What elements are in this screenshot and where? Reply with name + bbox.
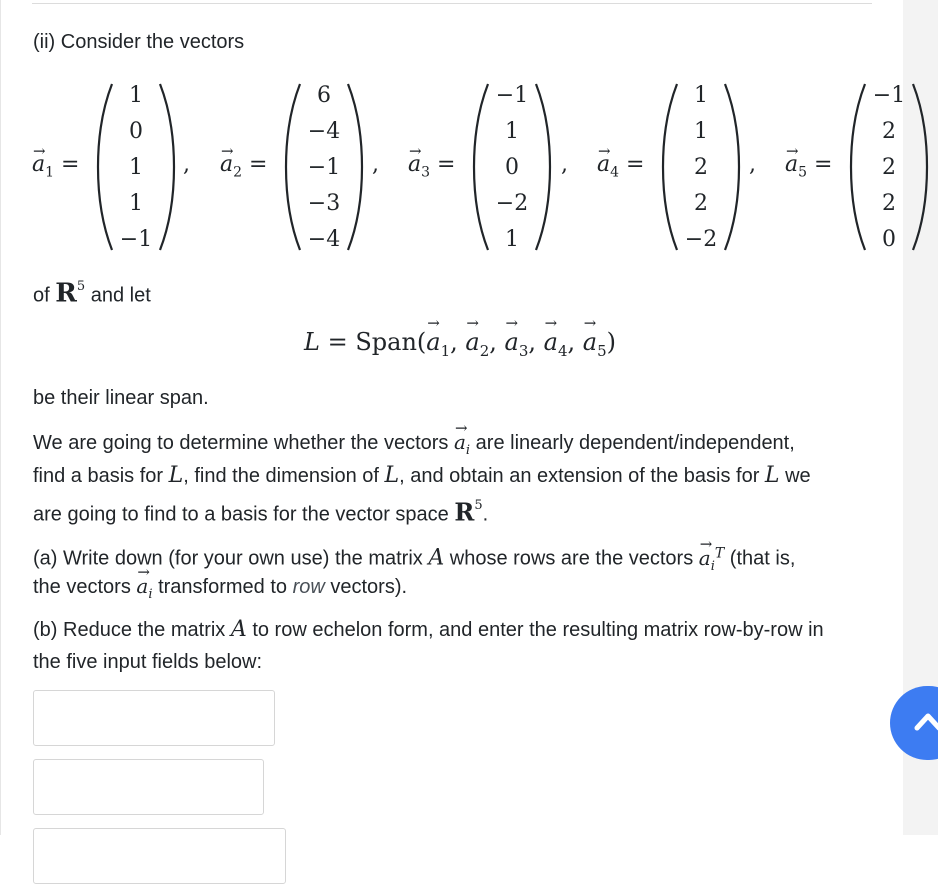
- span-equals: =: [327, 328, 348, 356]
- vector-4-entry-4: 2: [694, 191, 708, 216]
- intro-text: (ii) Consider the vectors: [33, 31, 245, 53]
- goal-line-3: [33, 493, 488, 532]
- vector-label-1: [32, 150, 79, 187]
- vector-label-3: [408, 150, 455, 187]
- vector-2-entry-2: −4: [307, 119, 341, 144]
- vector-3-entry-1: −1: [495, 83, 529, 108]
- vector-4-entry-1: 1: [694, 83, 708, 108]
- part-a-line-2: [33, 570, 407, 611]
- part-b-text-1a: (b) Reduce the matrix: [33, 619, 226, 641]
- goal-text-2a: find a basis for: [33, 465, 164, 487]
- vector-separator-comma: ,: [749, 152, 756, 177]
- top-divider: [32, 3, 872, 4]
- vector-2-entry-3: −1: [307, 155, 341, 180]
- column-vector-2: [282, 80, 366, 254]
- real-space-symbol: R: [454, 497, 475, 527]
- goal-text-1a: We are going to determine whether the vectors: [33, 432, 449, 454]
- vector-symbol: → a: [699, 542, 711, 575]
- vector-separator-comma: ,: [561, 152, 568, 177]
- vector-2-entry-1: 6: [317, 83, 331, 108]
- vector-1-entry-3: 1: [129, 155, 143, 180]
- vector-4-entry-3: 2: [694, 155, 708, 180]
- column-vector-3: [470, 80, 554, 254]
- chevron-up-icon: [914, 710, 938, 732]
- span-argument-4: → $a_4$,: [544, 328, 583, 356]
- vector-3-entry-2: 1: [505, 119, 519, 144]
- transpose-symbol: T: [714, 545, 725, 561]
- span-equation: [304, 328, 616, 360]
- vector-1-entry-2: 0: [129, 119, 143, 144]
- span-argument-3: → $a_3$,: [505, 328, 544, 356]
- vector-name: → a: [408, 150, 421, 180]
- and-let-word: and let: [90, 284, 151, 307]
- column-vector-4: [659, 80, 743, 254]
- goal-line-2: [33, 459, 811, 493]
- goal-text-2c: , and obtain an extension of the basis for: [399, 465, 760, 487]
- vector-separator-comma: ,: [372, 152, 379, 177]
- row-emphasis: row: [292, 576, 325, 598]
- part-a-text-1a: (a) Write down (for your own use) the matrix: [33, 547, 423, 570]
- vector-symbol: → a: [454, 426, 466, 459]
- vector-3-entry-5: 1: [505, 227, 519, 252]
- vector-equals: =: [626, 152, 645, 177]
- part-a-text-2a: the vectors: [33, 576, 131, 598]
- goal-text-3a: are going to find to a basis for the vector space: [33, 503, 449, 526]
- index-i: i: [710, 558, 715, 574]
- vector-symbol: → a: [136, 570, 148, 603]
- of-word: of: [33, 284, 50, 307]
- real-space-symbol: R: [55, 278, 77, 309]
- vector-label-4: [597, 150, 644, 187]
- symbol-A: A: [230, 617, 247, 642]
- vector-subscript: 1: [45, 164, 55, 181]
- scroll-to-top-button[interactable]: [890, 686, 938, 760]
- part-b-line-1: [33, 613, 824, 647]
- part-a-text-1c: (that is,: [729, 547, 796, 570]
- linear-span-text: be their linear span.: [33, 387, 209, 409]
- vector-equals: =: [814, 152, 833, 177]
- vector-5-entry-3: 2: [882, 155, 896, 180]
- goal-text-1b: are linearly dependent/independent,: [475, 432, 795, 454]
- symbol-L: L: [384, 463, 400, 488]
- symbol-L: L: [168, 463, 184, 488]
- vector-2-entry-4: −3: [307, 191, 341, 216]
- dimension-exponent: 5: [474, 498, 483, 513]
- vector-1-entry-5: −1: [119, 227, 153, 252]
- vector-name: → a: [220, 150, 233, 180]
- part-a-text-2c: vectors).: [330, 576, 408, 598]
- part-b-text-1b: to row echelon form, and enter the resulting matrix row-by-row in: [252, 619, 824, 641]
- column-vector-5: [847, 80, 931, 254]
- goal-text-2b: , find the dimension of: [183, 465, 379, 487]
- vector-equals: =: [61, 152, 80, 177]
- span-lhs: L: [304, 328, 320, 356]
- vector-5-entry-1: −1: [872, 83, 906, 108]
- symbol-L: L: [764, 463, 780, 488]
- goal-text-3b: .: [482, 503, 489, 526]
- vector-5-entry-5: 0: [882, 227, 896, 252]
- vector-equals: =: [437, 152, 456, 177]
- vector-label-2: [220, 150, 267, 187]
- span-argument-2: → $a_2$,: [465, 328, 504, 356]
- vector-subscript: 4: [610, 164, 620, 181]
- vector-subscript: 2: [233, 164, 243, 181]
- vector-5-entry-4: 2: [882, 191, 896, 216]
- goal-text-2d: we: [785, 465, 811, 487]
- column-vector-1: [94, 80, 178, 254]
- matrix-row-input-2[interactable]: [33, 759, 264, 815]
- matrix-row-input-1[interactable]: [33, 690, 275, 746]
- vector-name: → a: [597, 150, 610, 180]
- part-b-line-2: the five input fields below:: [33, 651, 263, 673]
- vector-4-entry-2: 1: [694, 119, 708, 144]
- vector-label-5: [785, 150, 832, 187]
- dimension-exponent: 5: [76, 279, 86, 294]
- vector-5-entry-2: 2: [882, 119, 896, 144]
- vector-subscript: 3: [421, 164, 431, 181]
- span-argument-5: → $a_5$: [583, 328, 607, 356]
- vector-name: → a: [32, 150, 45, 180]
- span-fn: Span(: [355, 328, 427, 356]
- symbol-A: A: [428, 545, 445, 571]
- vector-separator-comma: ,: [183, 152, 190, 177]
- vector-name: → a: [785, 150, 798, 180]
- vector-1-entry-4: 1: [129, 191, 143, 216]
- vector-4-entry-5: −2: [684, 227, 718, 252]
- vector-2-entry-5: −4: [307, 227, 341, 252]
- vector-subscript: 5: [798, 164, 808, 181]
- of-r5-line: [33, 274, 151, 313]
- index-i: i: [148, 587, 153, 602]
- part-a-text-1b: whose rows are the vectors: [449, 547, 694, 570]
- span-close: ): [606, 328, 616, 356]
- page-left-border: [0, 0, 1, 835]
- matrix-row-input-3[interactable]: [33, 828, 286, 884]
- span-argument-1: → $a_1$,: [426, 328, 465, 356]
- vector-equals: =: [249, 152, 268, 177]
- index-i: i: [465, 443, 471, 458]
- vector-3-entry-4: −2: [495, 191, 529, 216]
- part-a-text-2b: transformed to: [158, 576, 288, 598]
- vector-3-entry-3: 0: [505, 155, 519, 180]
- vector-1-entry-1: 1: [129, 83, 143, 108]
- span-arguments: [426, 328, 607, 360]
